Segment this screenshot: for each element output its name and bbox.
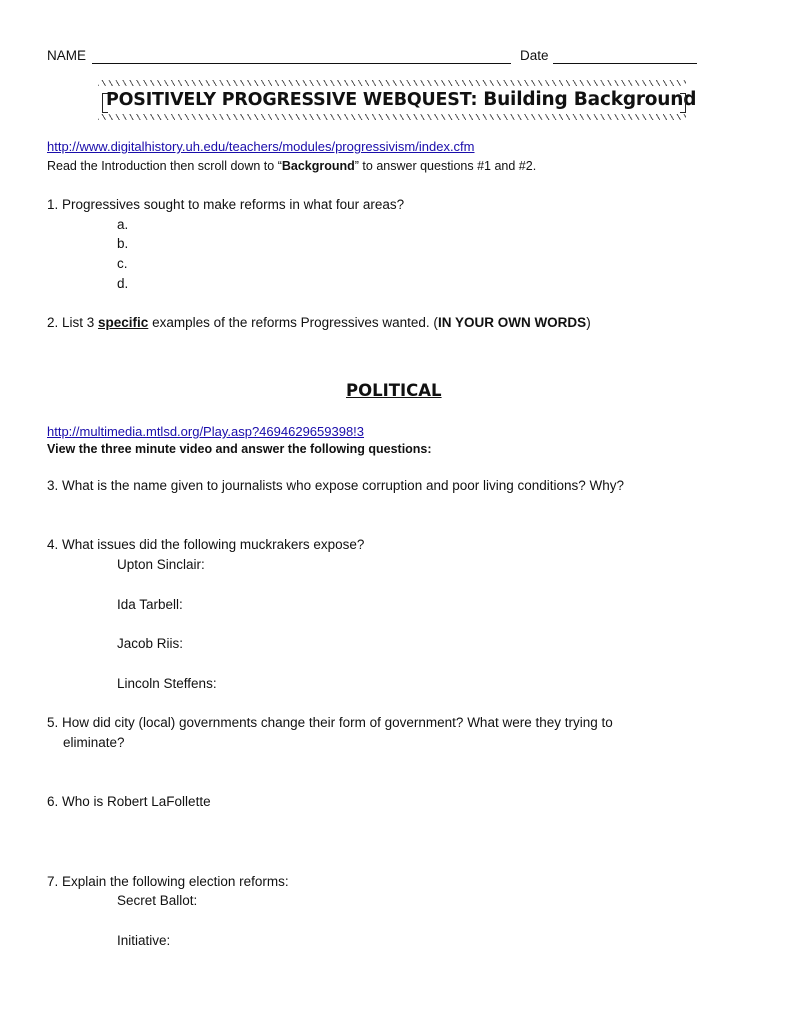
q2-emphasis: specific (98, 315, 149, 330)
question-7: 7. Explain the following election reforms: (47, 874, 289, 889)
title-bracket-right (680, 93, 686, 113)
question-6: 6. Who is Robert LaFollette (47, 794, 211, 809)
question-5-line1: 5. How did city (local) governments change their form of government? What were they trying to (47, 715, 613, 730)
title-sub: Building Background (483, 89, 697, 110)
question-3: 3. What is the name given to journalists who expose corruption and poor living conditions? Why? (47, 478, 625, 493)
q2-bold: IN YOUR OWN WORDS (437, 315, 587, 330)
date-blank-line[interactable] (553, 63, 697, 64)
election-reform-secret-ballot: Secret Ballot: (117, 893, 198, 908)
q1-option-c: c. (117, 256, 128, 271)
title-border-top (98, 80, 686, 86)
title-main: POSITIVELY PROGRESSIVE WEBQUEST: (106, 90, 478, 110)
name-blank-line[interactable] (92, 63, 511, 64)
intro-instruction-post: ” to answer questions #1 and #2. (354, 159, 537, 173)
intro-instruction-pre: Read the Introduction then scroll down to “ (47, 159, 282, 173)
question-1: 1. Progressives sought to make reforms in what four areas? (47, 197, 405, 212)
question-5-line2: eliminate? (63, 735, 125, 750)
question-2 (47, 314, 591, 332)
muckraker-lincoln-steffens: Lincoln Steffens: (117, 676, 217, 691)
question-4: 4. What issues did the following muckrakers expose? (47, 537, 365, 552)
mtlsd-video-link[interactable]: http://multimedia.mtlsd.org/Play.asp?4694629659398!3 (47, 424, 365, 439)
q1-option-d: d. (117, 276, 129, 291)
title-border-bottom (98, 114, 686, 120)
muckraker-jacob-riis: Jacob Riis: (117, 636, 184, 651)
video-instruction: View the three minute video and answer the following questions: (47, 442, 432, 456)
section-heading-political: POLITICAL (346, 381, 442, 400)
muckraker-ida-tarbell: Ida Tarbell: (117, 597, 183, 612)
intro-instruction (47, 158, 536, 174)
q2-pre: 2. List 3 (47, 315, 99, 330)
q1-option-b: b. (117, 236, 129, 251)
name-label: NAME (47, 48, 87, 63)
q2-mid: examples of the reforms Progressives wanted. ( (148, 315, 438, 330)
page-title (106, 89, 696, 110)
date-label: Date (520, 48, 549, 63)
q1-option-a: a. (117, 217, 129, 232)
muckraker-upton-sinclair: Upton Sinclair: (117, 557, 205, 572)
intro-instruction-bold: Background (281, 159, 355, 173)
title-banner (98, 80, 697, 120)
election-reform-initiative: Initiative: (117, 933, 171, 948)
digitalhistory-link[interactable]: http://www.digitalhistory.uh.edu/teachers/modules/progressivism/index.cfm (47, 139, 475, 154)
q2-post: ) (586, 315, 591, 330)
